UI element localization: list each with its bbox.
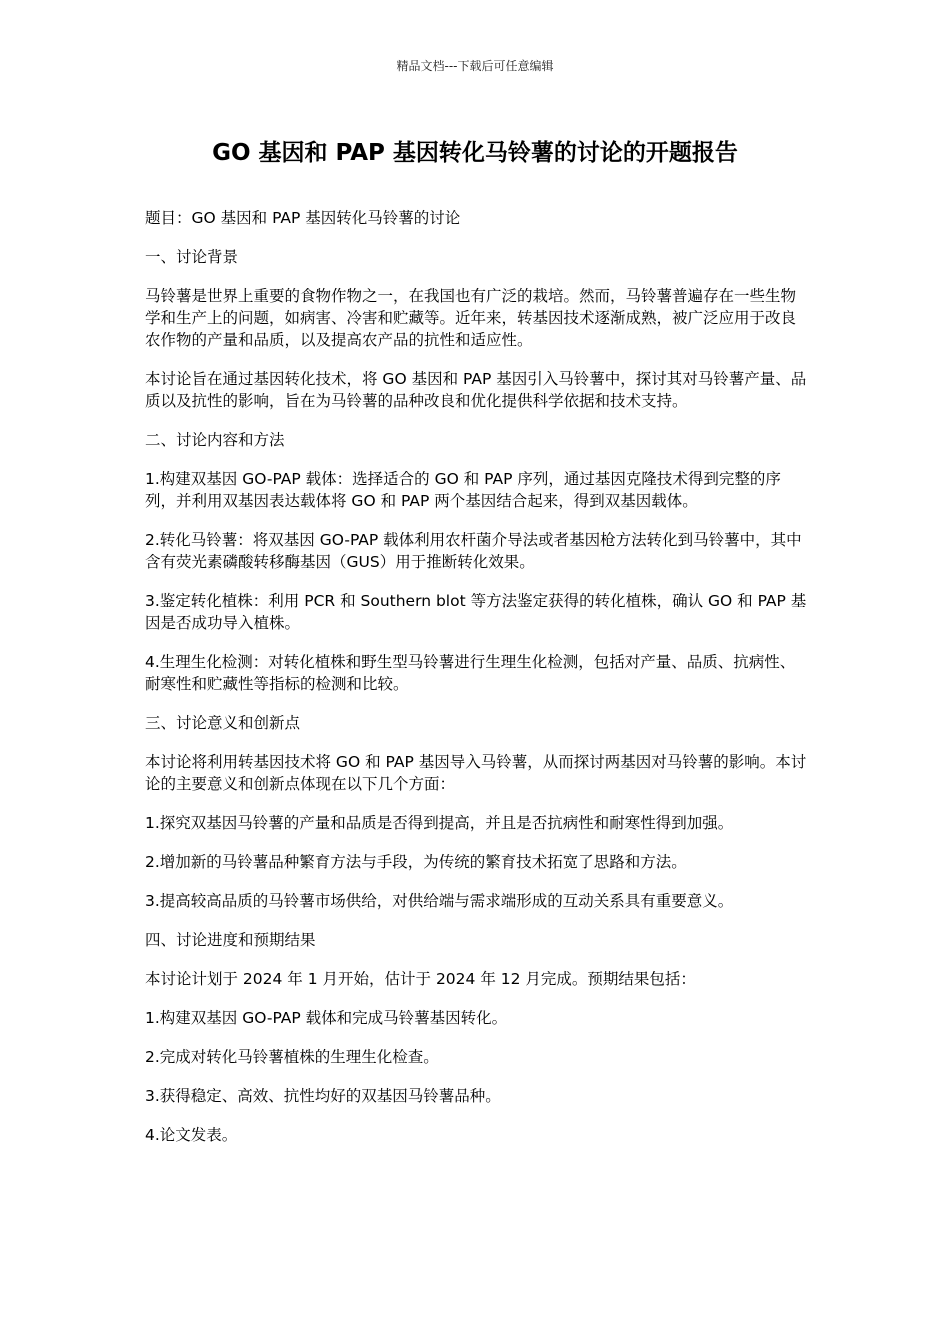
methods-item: 4.生理生化检测：对转化植株和野生型马铃薯进行生理生化检测，包括对产量、品质、抗病性、耐寒性和贮藏性等指标的检测和比较。 — [145, 653, 796, 693]
section-heading-significance: 三、讨论意义和创新点 — [145, 714, 301, 732]
section-heading-methods: 二、讨论内容和方法 — [145, 431, 285, 449]
section-heading-background: 一、讨论背景 — [145, 248, 239, 266]
expected-result-item: 1.构建双基因 GO-PAP 载体和完成马铃薯基因转化。 — [145, 1009, 508, 1027]
document-title: GO 基因和 PAP 基因转化马铃薯的讨论的开题报告 — [212, 140, 738, 166]
methods-item: 3.鉴定转化植株：利用 PCR 和 Southern blot 等方法鉴定获得的转化植株，确认 GO 和 PAP 基因是否成功导入植株。 — [145, 592, 807, 632]
schedule-paragraph: 本讨论计划于 2024 年 1 月开始，估计于 2024 年 12 月完成。预期结果包括： — [145, 970, 696, 988]
page-header-note: 精品文档---下载后可任意编辑 — [396, 59, 554, 73]
significance-item: 3.提高较高品质的马铃薯市场供给，对供给端与需求端形成的互动关系具有重要意义。 — [145, 892, 734, 910]
expected-result-item: 2.完成对转化马铃薯植株的生理生化检查。 — [145, 1048, 439, 1066]
section-heading-schedule: 四、讨论进度和预期结果 — [145, 931, 316, 949]
significance-paragraph: 本讨论将利用转基因技术将 GO 和 PAP 基因导入马铃薯，从而探讨两基因对马铃薯的影响。本讨论的主要意义和创新点体现在以下几个方面： — [145, 753, 807, 793]
expected-result-item: 4.论文发表。 — [145, 1126, 238, 1144]
significance-item: 1.探究双基因马铃薯的产量和品质是否得到提高，并且是否抗病性和耐寒性得到加强。 — [145, 814, 734, 832]
background-paragraph: 马铃薯是世界上重要的食物作物之一，在我国也有广泛的栽培。然而，马铃薯普遍存在一些生物学和生产上的问题，如病害、冷害和贮藏等。近年来，转基因技术逐渐成熟，被广泛应用于改良农作物的产量和品质，以及提高农产品的抗性和适应性。 — [145, 287, 797, 349]
subject-line: 题目：GO 基因和 PAP 基因转化马铃薯的讨论 — [145, 209, 461, 227]
document-body — [145, 207, 810, 1163]
expected-result-item: 3.获得稳定、高效、抗性均好的双基因马铃薯品种。 — [145, 1087, 501, 1105]
significance-item: 2.增加新的马铃薯品种繁育方法与手段，为传统的繁育技术拓宽了思路和方法。 — [145, 853, 687, 871]
background-paragraph: 本讨论旨在通过基因转化技术，将 GO 基因和 PAP 基因引入马铃薯中，探讨其对马铃薯产量、品质以及抗性的影响，旨在为马铃薯的品种改良和优化提供科学依据和技术支持。 — [145, 370, 807, 410]
methods-item: 2.转化马铃薯：将双基因 GO-PAP 载体利用农杆菌介导法或者基因枪方法转化到马铃薯中，其中含有荧光素磷酸转移酶基因（GUS）用于推断转化效果。 — [145, 531, 802, 571]
methods-item: 1.构建双基因 GO-PAP 载体：选择适合的 GO 和 PAP 序列，通过基因克隆技术得到完整的序列，并利用双基因表达载体将 GO 和 PAP 两个基因结合起来，得到双基因载体。 — [145, 470, 781, 510]
